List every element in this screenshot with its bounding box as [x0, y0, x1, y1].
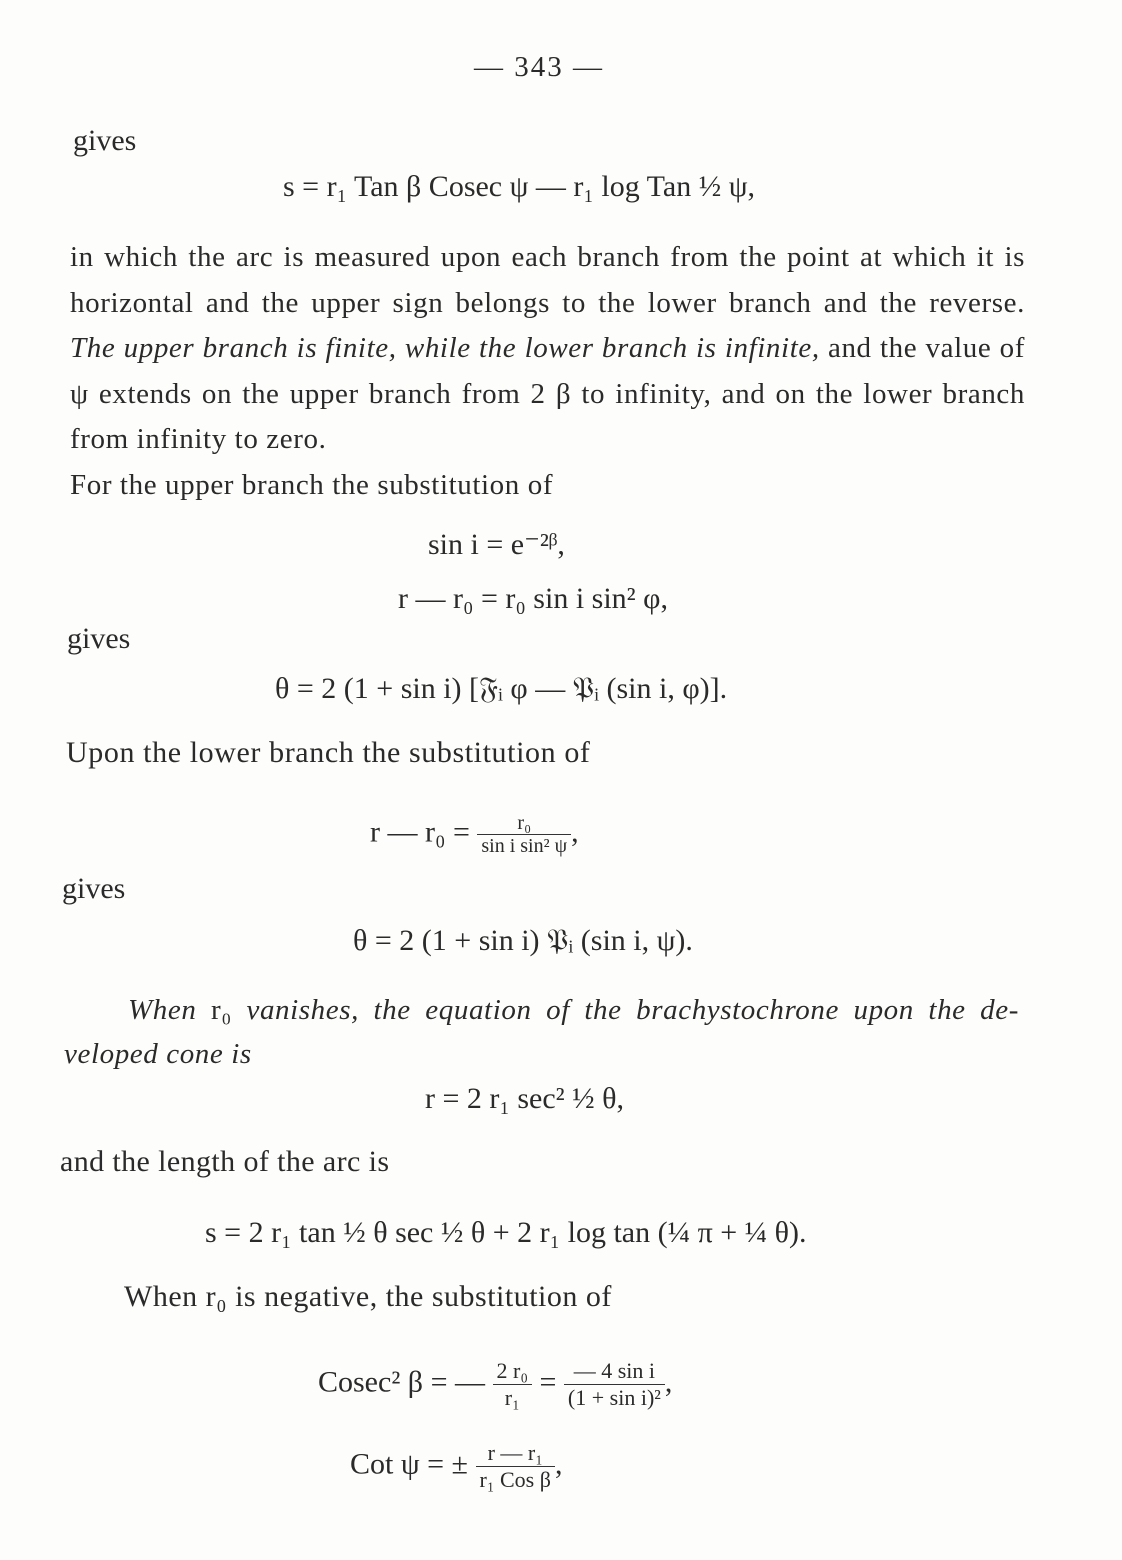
paragraph-branches-text-a: in which the arc is measured upon each branch from the point at which it is horizontal and the upper sign belongs to the lower branch and the reverse. [70, 241, 1025, 319]
paragraph-arc-length: and the length of the arc is [60, 1145, 390, 1178]
paragraph-r0-negative: When r₀ is negative, the substitution of [124, 1280, 612, 1313]
equation-arc-length: s = r₁ Tan β Cosec ψ — r₁ log Tan ½ ψ, [283, 170, 755, 203]
paragraph-branches-last-line: For the upper branch the substitution of [70, 468, 554, 501]
equation-cosec-beta-equals: = [539, 1365, 557, 1399]
paragraph-branches-italic: The upper branch is finite, while the lower branch is infinite, [70, 332, 820, 364]
paragraph-lower-branch: Upon the lower branch the substitution of [66, 736, 591, 769]
gives-label-1: gives [73, 124, 137, 157]
equation-cot-psi-lhs: Cot ψ = ± [350, 1447, 469, 1481]
paragraph-branches [70, 235, 1025, 508]
gives-label-2: gives [67, 622, 131, 655]
equation-cot-psi-comma: , [554, 1447, 563, 1481]
fraction-2r0-over-r1 [493, 1358, 533, 1411]
equation-r-minus-r0: r — r₀ = r₀ sin i sin² φ, [398, 582, 668, 615]
paragraph-r0-vanishes-italic-b: vanishes, the equation of the brachystochrone upon the de- veloped cone is [64, 994, 1019, 1070]
equation-lower-substitution-lhs: r — r₀ = [370, 815, 470, 849]
equation-lower-substitution: r — r₀ = $\frac{\text{r₀}}{\text{sin i sin² ψ}}$ , [370, 812, 579, 857]
paragraph-r0-vanishes-italic-a: When [128, 994, 197, 1026]
equation-cosec-beta-lhs: Cosec² β = — [318, 1365, 485, 1399]
fraction-r-minus-r1-over-cos [476, 1440, 555, 1493]
fraction-numerator: — 4 sin i [564, 1358, 665, 1385]
fraction-denominator: r₁ Cos β [479, 1467, 551, 1492]
fraction-denominator: (1 + sin i)² [567, 1385, 661, 1410]
paragraph-branches-text-b: and the value of ψ extends on the upper branch from 2 β to infinity, and on the lower branch from infinity to zero. [70, 332, 1025, 455]
equation-sin-i: sin i = e⁻²ᵝ, [428, 528, 565, 561]
fraction-4sin-over-square [564, 1358, 665, 1411]
paragraph-r0-vanishes-symbol: r₀ [196, 994, 247, 1026]
fraction-denominator: sin i sin² ψ [481, 835, 568, 857]
page-number: — 343 — [474, 51, 604, 83]
equation-cosec-beta [318, 1358, 672, 1411]
equation-theta-lower: θ = 2 (1 + sin i) 𝔓ᵢ (sin i, ψ). [353, 924, 693, 957]
gives-label-3: gives [62, 872, 126, 905]
equation-brachystochrone: r = 2 r₁ sec² ½ θ, [425, 1082, 625, 1115]
equation-theta-upper: θ = 2 (1 + sin i) [𝔉ᵢ φ — 𝔓ᵢ (sin i, φ)]. [275, 672, 728, 705]
fraction-numerator: r — r₁ [476, 1440, 555, 1467]
equation-cot-psi [350, 1440, 562, 1493]
equation-cosec-beta-comma: , [664, 1365, 673, 1399]
equation-arc-length-cone: s = 2 r₁ tan ½ θ sec ½ θ + 2 r₁ log tan (¼ π + ¼ θ). [205, 1216, 807, 1249]
fraction-r0-over-sin [477, 812, 571, 857]
fraction-numerator: 2 r₀ [493, 1358, 533, 1385]
paragraph-r0-vanishes [64, 988, 1019, 1076]
fraction-numerator: r₀ [477, 812, 571, 835]
fraction-denominator: r₁ [504, 1385, 520, 1410]
